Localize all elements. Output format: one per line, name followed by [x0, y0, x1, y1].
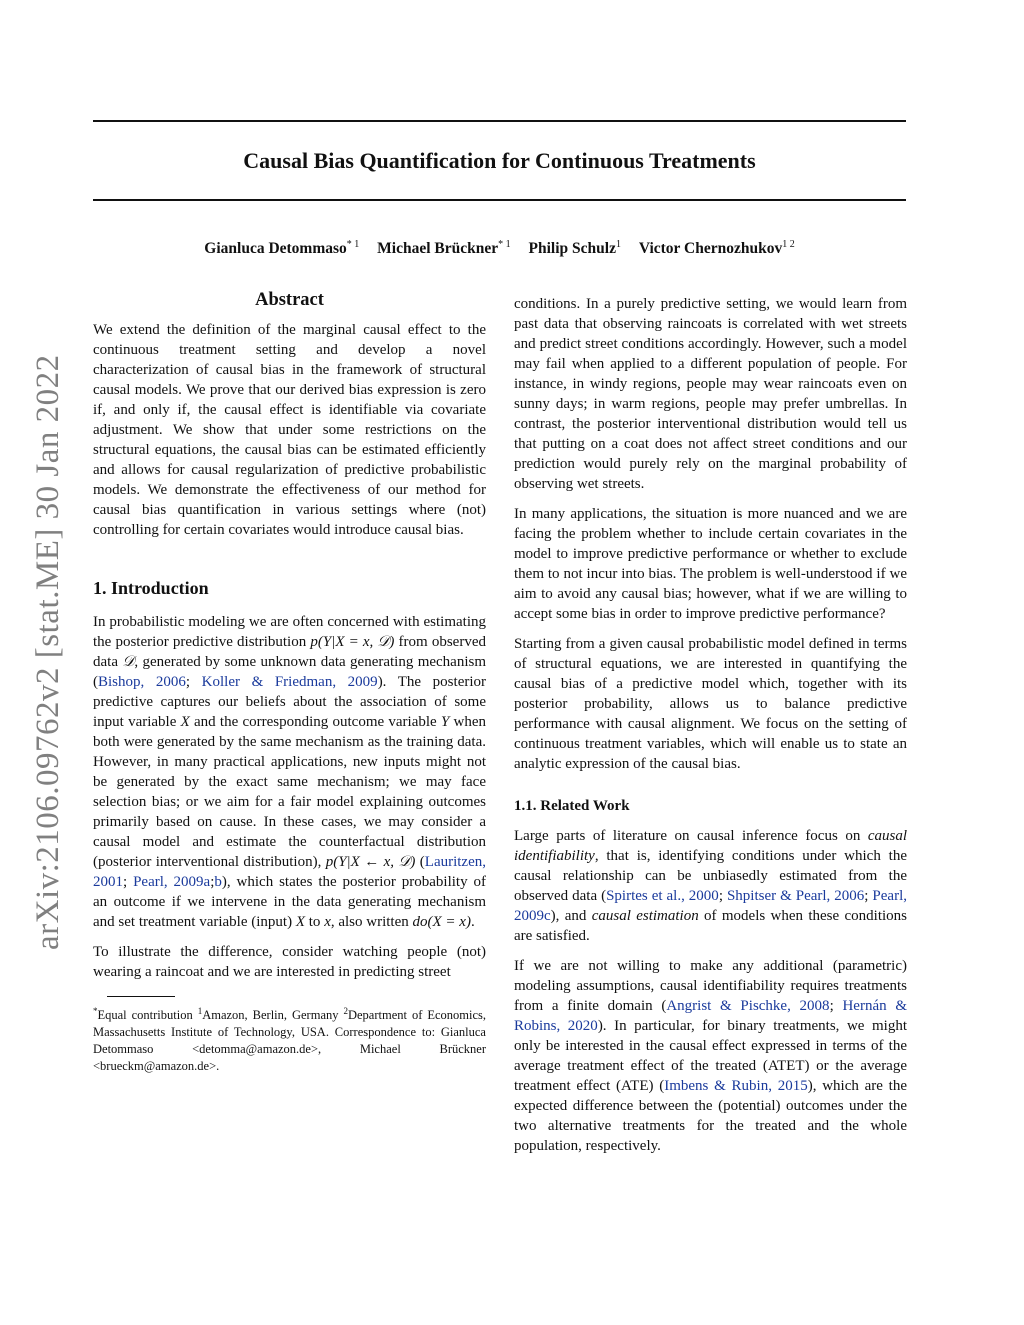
- citation-link[interactable]: Koller & Friedman, 2009: [201, 674, 378, 690]
- author: Philip Schulz$^1$: [528, 239, 621, 257]
- citation-link[interactable]: Bishop, 2006: [98, 674, 186, 690]
- author-list: [93, 234, 906, 260]
- footnote: *Equal contribution $^1$Amazon, Berlin, Germany $^2$Department of Economics, Massachusetts Institute of Technology, USA. Correspondence to: Gianluca Detommaso <detomma@amazon.de>, Michael Brückner <brueckm@amazon.de>.: [93, 1006, 486, 1073]
- introduction-heading: 1. Introduction: [93, 578, 209, 598]
- citation-link[interactable]: Imbens & Rubin, 2015: [664, 1078, 808, 1094]
- citation-link[interactable]: b: [214, 874, 222, 890]
- math-expression: do(X = x): [412, 914, 471, 930]
- citation-link[interactable]: Lauritzen, 2001: [93, 854, 486, 890]
- abstract-heading: Abstract: [255, 290, 324, 310]
- footnote-divider: [107, 996, 175, 997]
- related-work-paragraph-2: If we are not willing to make any additional (parametric) modeling assumptions, causal identifiability requires treatments from a finite domain (Angrist & Pischke, 2008; Hernán & Robins, 2020). In particular, for binary treatments, we might only be interested in the causal effect expressed in terms of the average treatment effect of the treated (ATET) or the average treatment effect (ATE) (Imbens & Rubin, 2015), which are the expected difference between the (potential) outcomes under the two alternative treatments for the treated and the whole population, respectively.: [514, 958, 907, 1154]
- emphasis: causal estimation: [591, 908, 699, 924]
- body-paragraph: Starting from a given causal probabilistic model defined in terms of structural equations, we are interested in quantifying the causal bias of a predictive model which, together with its posterior probability, allows us to balance predictive performance with causal alignment. We focus on the setting of continuous treatment variables, which will enable us to state an analytic expression of the causal bias.: [514, 636, 907, 772]
- citation-link[interactable]: Spirtes et al., 2000: [606, 888, 719, 904]
- arxiv-stamp: arXiv:2106.09762v2 [stat.ME] 30 Jan 2022: [30, 354, 66, 950]
- intro-paragraph-2: To illustrate the difference, consider watching people (not) wearing a raincoat and we are interested in predicting street: [93, 944, 486, 980]
- citation-link[interactable]: Angrist & Pischke, 2008: [666, 998, 830, 1014]
- right-column: [514, 294, 907, 1166]
- intro-paragraph-1: In probabilistic modeling we are often concerned with estimating the posterior predictive distribution p(Y|X = x, 𝒟) from observed data 𝒟, generated by some unknown data generating mechanism (Bishop, 2006; Koller & Friedman, 2009). The posterior predictive captures our beliefs about the association of some input variable X and the corresponding outcome variable Y when both were generated by the same mechanism as the training data. However, in many practical applications, new inputs might not be generated by the exact same mechanism; we may face selection bias; or we aim for a fair model explaining outcomes primarily based on cause. In these cases, we may consider a causal model and estimate the counterfactual distribution (posterior interventional distribution), p(Y|X ← x, 𝒟) (Lauritzen, 2001; Pearl, 2009a;b), which states the posterior probability of an outcome if we intervene in the data generating mechanism and set treatment variable (input) X to x, also written do(X = x).: [93, 614, 487, 930]
- math-expression: Y: [440, 714, 450, 730]
- left-column: [93, 288, 486, 1075]
- math-expression: x: [324, 914, 331, 930]
- math-expression: p(Y|X = x, 𝒟): [310, 634, 395, 650]
- author: Victor Chernozhukov$^{1 2}$: [638, 239, 795, 257]
- related-work-heading: 1.1. Related Work: [514, 798, 630, 814]
- body-paragraph: In many applications, the situation is more nuanced and we are facing the problem whether to include certain covariates in the model to improve predictive performance or whether to exclude them to not incur into bias. The problem is well-understood if we aim to avoid any causal bias; however, what if we are willing to accept some bias in order to improve predictive performance?: [514, 506, 907, 622]
- math-expression: X: [295, 914, 306, 930]
- abstract-text: We extend the definition of the marginal causal effect to the continuous treatment setting and develop a novel characterization of causal bias in the framework of structural causal models. We prove that our derived bias expression is zero if, and only if, the causal effect is identifiable via covariate adjustment. We show that under some restrictions on the structural equations, the causal bias can be estimated efficiently and allows for causal regularization of predictive probabilistic models. We demonstrate the effectiveness of our method for causal bias quantification in various settings where (not) controlling for certain covariates would introduce causal bias.: [93, 322, 486, 538]
- paper-title: Causal Bias Quantification for Continuous Treatments: [243, 148, 756, 173]
- citation-link[interactable]: Pearl, 2009a: [133, 874, 211, 890]
- title-rule-top: [93, 120, 906, 122]
- title-rule-bottom: [93, 199, 906, 201]
- body-paragraph: conditions. In a purely predictive setting, we would learn from past data that observing raincoats is correlated with wet streets and predict street conditions accordingly. However, such a model may fail when applied to a different population of people. For instance, in windy regions, people may wear raincoats even on sunny days; in warm regions, people may prefer umbrellas. In contrast, the posterior interventional distribution would tell us that putting on a coat does not affect street conditions and our prediction would purely rely on the marginal probability of observing wet streets.: [514, 296, 907, 492]
- citation-link[interactable]: Pearl, 2009c: [514, 888, 907, 924]
- related-work-paragraph-1: Large parts of literature on causal inference focus on causal identifiability, that is, identifying conditions under which the causal relationship can be unbiasedly estimated from the observed data (Spirtes et al., 2000; Shpitser & Pearl, 2006; Pearl, 2009c), and causal estimation of models when these conditions are satisfied.: [514, 828, 907, 944]
- author: Gianluca Detommaso$^{* 1}$: [204, 239, 360, 257]
- math-expression: 𝒟: [122, 654, 135, 670]
- author: Michael Brückner$^{* 1}$: [377, 239, 511, 257]
- emphasis: causal identifiability: [514, 828, 907, 864]
- math-expression: p(Y|X ← x, 𝒟): [325, 854, 416, 870]
- citation-link[interactable]: Shpitser & Pearl, 2006: [726, 888, 865, 904]
- math-expression: X: [180, 714, 190, 730]
- citation-link[interactable]: Hernán & Robins, 2020: [514, 998, 907, 1034]
